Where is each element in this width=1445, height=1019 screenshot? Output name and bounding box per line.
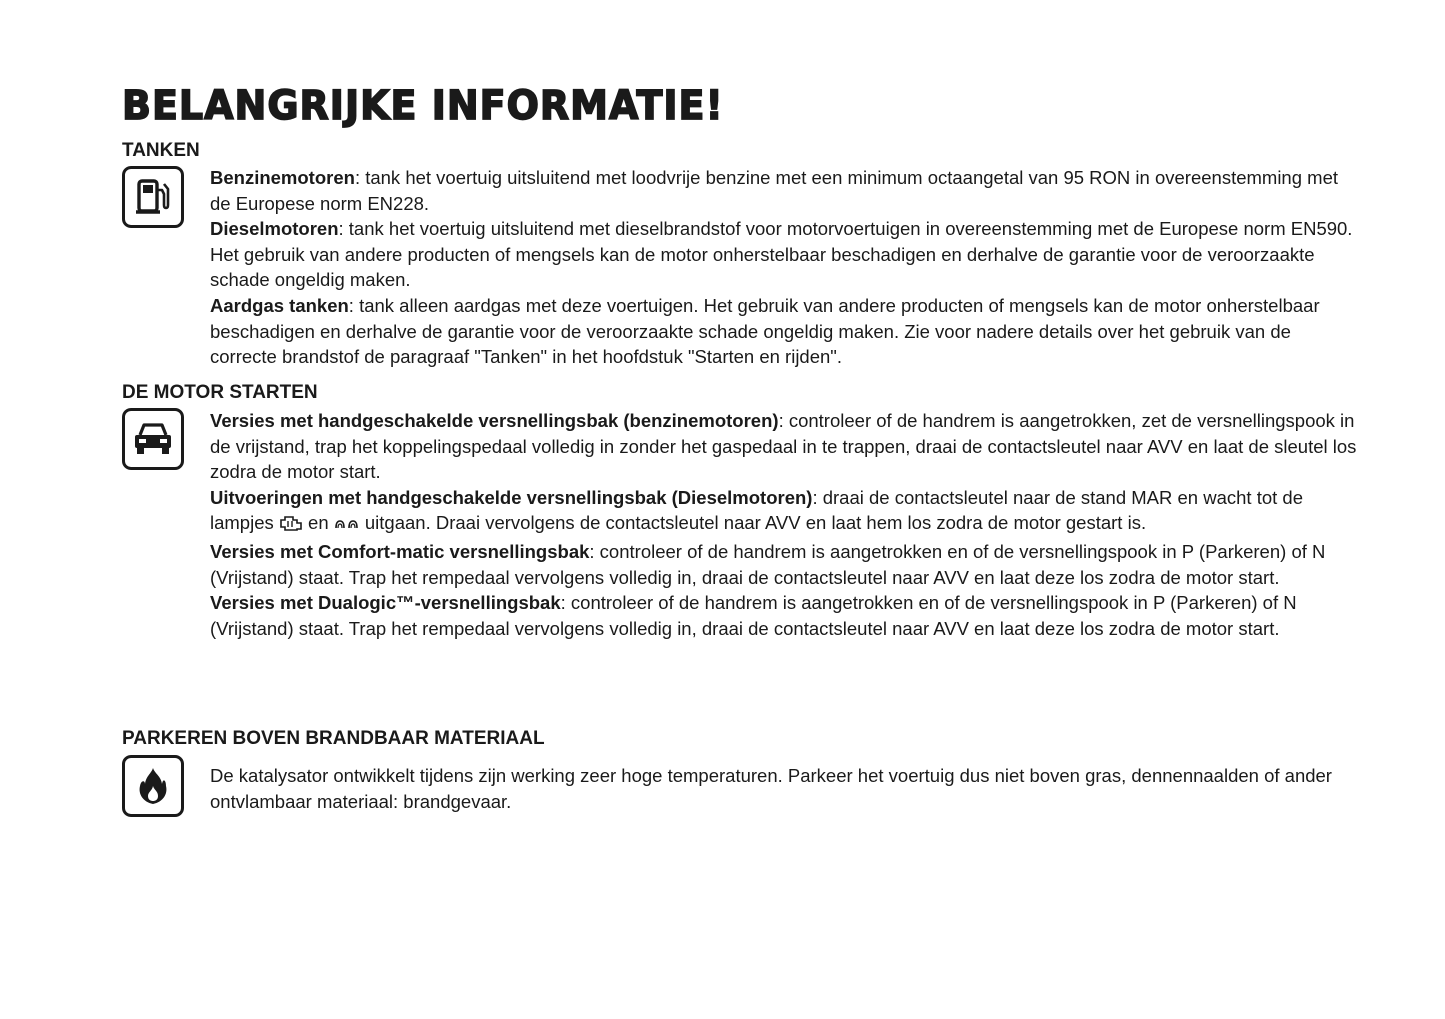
car-front-icon xyxy=(131,419,175,459)
fuel-pump-icon xyxy=(133,177,173,217)
motor-paragraph-dualogic xyxy=(210,590,1360,641)
paragraph-text: : controleer of de handrem is aangetrokken en of de versnellingspook in P (Parkeren) of N (Vrijstand) staat. Trap het rempedaal vervolgens volledig in, draai de contactsleutel naar AVV en laat deze los zodra de motor start. xyxy=(210,540,1326,588)
section-heading-parkeren: PARKEREN BOVEN BRANDBAAR MATERIAAL xyxy=(122,728,545,749)
section-heading-motor-starten: DE MOTOR STARTEN xyxy=(122,382,318,403)
paragraph-bold-label: Versies met Comfort-matic versnellingsbak xyxy=(210,540,590,562)
fuel-pump-icon-box xyxy=(122,166,184,228)
paragraph-text: : draai de contactsleutel naar de stand MAR en wacht tot de lampjes xyxy=(210,486,1303,534)
paragraph-bold-label: Dieselmotoren xyxy=(210,218,339,240)
page-title: BELANGRIJKE INFORMATIE! xyxy=(122,82,724,129)
tanken-paragraph-aardgas xyxy=(210,293,1360,370)
paragraph-bold-label: Versies met handgeschakelde versnellingsbak (benzinemotoren) xyxy=(210,410,779,431)
fire-icon-box xyxy=(122,755,184,817)
tanken-body xyxy=(210,165,1360,370)
paragraph-bold-label: Benzinemotoren xyxy=(210,167,355,188)
motor-starten-body xyxy=(210,408,1360,641)
car-icon-box xyxy=(122,408,184,470)
glow-plug-icon xyxy=(334,513,360,539)
paragraph-bold-label: Uitvoeringen met handgeschakelde versnellingsbak (Dieselmotoren) xyxy=(210,486,813,508)
paragraph-text: : controleer of de handrem is aangetrokken, zet de versnellingspook in de vrijstand, trap het koppelingspedaal volledig in zonder het gaspedaal in te trappen, draai de contactsleutel naar AVV en laat de sleutel los zodra de motor start. xyxy=(210,410,1357,483)
motor-paragraph-comfort-matic xyxy=(210,539,1360,590)
tanken-paragraph-diesel xyxy=(210,216,1360,293)
engine-fault-icon xyxy=(279,513,303,539)
paragraph-text: : tank het voertuig uitsluitend met dieselbrandstof voor motorvoertuigen in overeenstemming met de Europese norm EN590. Het gebruik van andere producten of mengsels kan de motor onherstelbaar beschadigen en derhalve de garantie voor de veroorzaakte schade ongeldig maken. xyxy=(210,218,1353,291)
paragraph-text: en xyxy=(308,512,329,534)
paragraph-text: : tank het voertuig uitsluitend met loodvrije benzine met een minimum octaangetal van 95 RON in overeenstemming met de Europese norm EN228. xyxy=(210,167,1338,214)
paragraph-bold-label: Aardgas tanken xyxy=(210,294,349,316)
section-heading-tanken: TANKEN xyxy=(122,140,200,161)
parkeren-paragraph: De katalysator ontwikkelt tijdens zijn werking zeer hoge temperaturen. Parkeer het voertuig dus niet boven gras, dennennaalden of ander ontvlambaar materiaal: brandgevaar. xyxy=(210,765,1332,812)
parkeren-body xyxy=(210,763,1360,814)
paragraph-text: : controleer of de handrem is aangetrokken en of de versnellingspook in P (Parkeren) of N (Vrijstand) staat. Trap het rempedaal vervolgens volledig in, draai de contactsleutel naar AVV en laat deze los zodra de motor start. xyxy=(210,592,1297,639)
paragraph-text: uitgaan. Draai vervolgens de contactsleutel naar AVV en laat hem los zodra de motor gestart is. xyxy=(364,512,1147,534)
fire-icon xyxy=(133,764,173,808)
tanken-paragraph-benzine xyxy=(210,165,1360,216)
motor-paragraph-benzine xyxy=(210,408,1360,485)
paragraph-bold-label: Versies met Dualogic™-versnellingsbak xyxy=(210,592,561,614)
paragraph-text: : tank alleen aardgas met deze voertuigen. Het gebruik van andere producten of mengsels kan de motor onherstelbaar beschadigen en derhalve de garantie voor de veroorzaakte schade ongeldig maken. Zie voor nadere details over het gebruik van de correcte brandstof de paragraaf "Tanken" in het hoofdstuk "Starten en rijden". xyxy=(210,294,1320,368)
motor-paragraph-diesel xyxy=(210,485,1360,539)
